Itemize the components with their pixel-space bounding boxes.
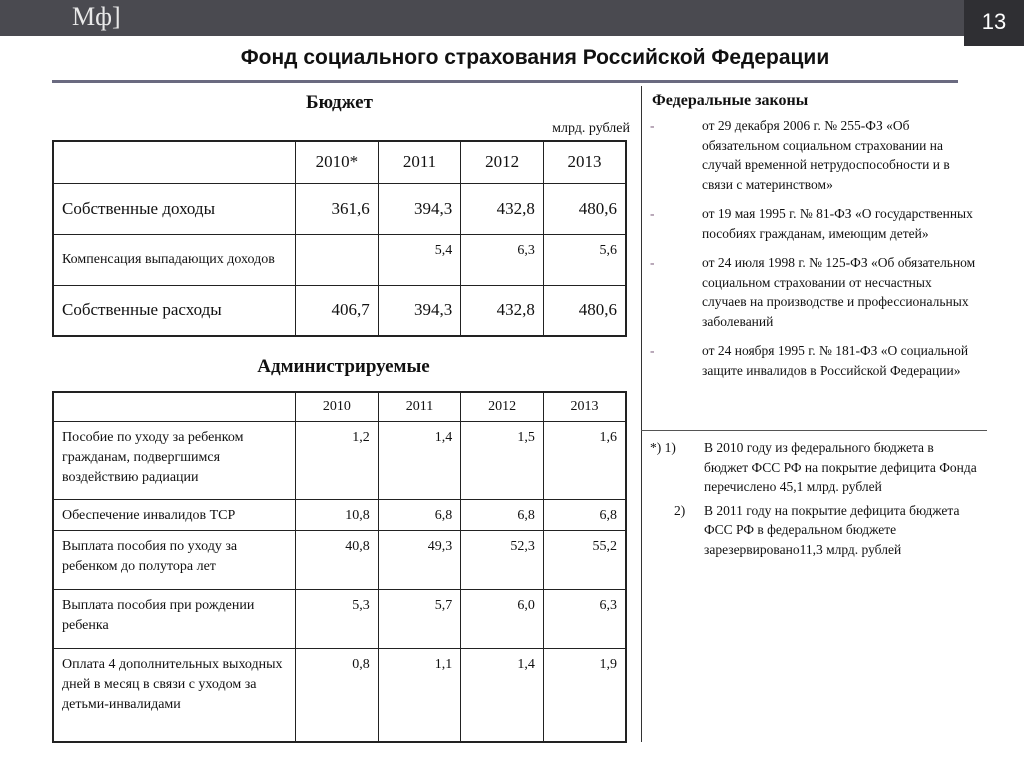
value-cell: 10,8 (296, 499, 379, 530)
units-label: млрд. рублей (552, 121, 630, 136)
value-cell: 406,7 (296, 285, 379, 336)
row-label: Пособие по уходу за ребенком гражданам, подвергшимся воздействию радиации (53, 421, 296, 499)
value-cell: 6,8 (543, 499, 626, 530)
law-text: от 29 декабря 2006 г. № 255-ФЗ «Об обязательном социальном страховании на случай временной нетрудоспособности и в связи с материнством» (702, 118, 950, 192)
year-cell: 2011 (378, 141, 461, 183)
row-label: Выплата пособия при рождении ребенка (53, 589, 296, 648)
value-cell: 394,3 (378, 285, 461, 336)
table-row (53, 421, 626, 499)
footnote-1 (650, 438, 980, 497)
value-cell (296, 234, 379, 285)
value-cell: 394,3 (378, 183, 461, 234)
mf-logo: Мф] (72, 2, 121, 31)
value-cell: 6,0 (461, 589, 544, 648)
notes-divider (641, 430, 987, 431)
value-cell: 1,5 (461, 421, 544, 499)
footnote-text: В 2011 году на покрытие дефицита бюджета ФСС РФ в федеральном бюджете зарезервировано11,3 млрд. рублей (704, 502, 960, 557)
year-cell: 2011 (378, 392, 461, 421)
value-cell: 480,6 (543, 183, 626, 234)
law-text: от 19 мая 1995 г. № 81-ФЗ «О государственных пособиях гражданам, имеющим детей» (702, 206, 973, 241)
footnote-2 (650, 501, 980, 560)
row-label: Обеспечение инвалидов ТСР (53, 499, 296, 530)
page-number: 13 (964, 0, 1024, 46)
table-row (53, 183, 626, 234)
table-row (53, 285, 626, 336)
value-cell: 480,6 (543, 285, 626, 336)
list-item (648, 204, 978, 243)
footnote-mark: 2) (674, 502, 686, 518)
bullet-dash: - (650, 206, 655, 221)
year-cell: 2012 (461, 392, 544, 421)
budget-heading: Бюджет (306, 92, 373, 113)
year-cell: 2013 (543, 141, 626, 183)
value-cell: 1,4 (461, 648, 544, 742)
law-text: от 24 июля 1998 г. № 125-ФЗ «Об обязательном социальном страховании от несчастных случаев на производстве и профессиональных заболеваний (702, 255, 976, 329)
list-item (648, 116, 978, 194)
value-cell: 432,8 (461, 285, 544, 336)
top-bar (0, 0, 1024, 36)
corner-cell (53, 141, 296, 183)
corner-cell (53, 392, 296, 421)
administered-heading: Администрируемые (257, 356, 430, 377)
value-cell: 0,8 (296, 648, 379, 742)
value-cell: 5,7 (378, 589, 461, 648)
table-row (53, 648, 626, 742)
value-cell: 6,8 (378, 499, 461, 530)
footnote-text: В 2010 году из федерального бюджета в бюджет ФСС РФ на покрытие дефицита Фонда перечислено 45,1 млрд. рублей (704, 440, 977, 494)
list-item (648, 341, 978, 380)
year-cell: 2010* (296, 141, 379, 183)
value-cell: 1,9 (543, 648, 626, 742)
laws-heading: Федеральные законы (652, 92, 809, 109)
value-cell: 5,3 (296, 589, 379, 648)
bullet-dash: - (650, 343, 655, 358)
budget-header-row (53, 141, 626, 183)
bullet-dash: - (650, 118, 655, 133)
year-cell: 2013 (543, 392, 626, 421)
bullet-dash: - (650, 255, 655, 270)
value-cell: 1,6 (543, 421, 626, 499)
value-cell: 1,1 (378, 648, 461, 742)
table-row (53, 234, 626, 285)
value-cell: 1,4 (378, 421, 461, 499)
value-cell: 361,6 (296, 183, 379, 234)
column-divider (641, 86, 642, 742)
value-cell: 52,3 (461, 530, 544, 589)
row-label: Собственные доходы (53, 183, 296, 234)
year-cell: 2012 (461, 141, 544, 183)
row-label: Оплата 4 дополнительных выходных дней в месяц в связи с уходом за детьми-инвалидами (53, 648, 296, 742)
row-label: Выплата пособия по уходу за ребенком до полутора лет (53, 530, 296, 589)
value-cell: 1,2 (296, 421, 379, 499)
value-cell: 6,3 (461, 234, 544, 285)
value-cell: 432,8 (461, 183, 544, 234)
value-cell: 6,3 (543, 589, 626, 648)
administered-header-row (53, 392, 626, 421)
row-label: Собственные расходы (53, 285, 296, 336)
value-cell: 6,8 (461, 499, 544, 530)
value-cell: 55,2 (543, 530, 626, 589)
budget-table (52, 140, 627, 337)
table-row (53, 589, 626, 648)
administered-table (52, 391, 627, 743)
footnote-mark: *) 1) (650, 440, 676, 455)
list-item (648, 253, 978, 331)
footnotes (650, 438, 980, 559)
year-cell: 2010 (296, 392, 379, 421)
law-text: от 24 ноября 1995 г. № 181-ФЗ «О социальной защите инвалидов в Российской Федерации» (702, 343, 969, 378)
value-cell: 5,6 (543, 234, 626, 285)
value-cell: 40,8 (296, 530, 379, 589)
table-row (53, 530, 626, 589)
page-title: Фонд социального страхования Российской Федерации (240, 46, 830, 69)
table-row (53, 499, 626, 530)
value-cell: 5,4 (378, 234, 461, 285)
laws-list (648, 116, 978, 390)
row-label: Компенсация выпадающих доходов (53, 234, 296, 285)
value-cell: 49,3 (378, 530, 461, 589)
title-divider (52, 80, 958, 83)
